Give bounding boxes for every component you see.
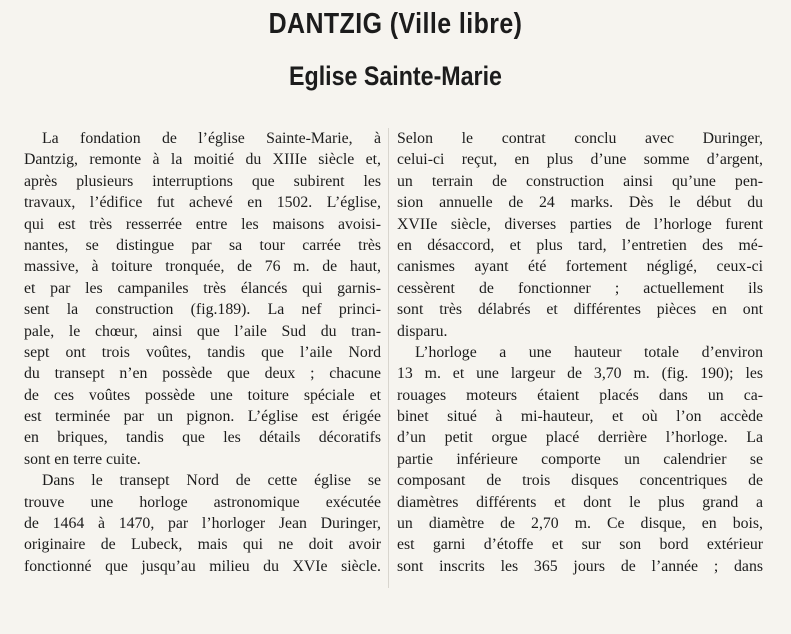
text-line: en désaccord, et plus tard, l’entretien des mé- xyxy=(397,236,763,254)
text-line: composant de trois disques concentriques de xyxy=(397,472,763,490)
text-line: est garni d’étoffe et sur son bord extérieur xyxy=(397,536,763,554)
text-line: après plusieurs interruptions que subirent les xyxy=(24,172,381,190)
text-line: pale, le chœur, ainsi que l’aile Sud du tran- xyxy=(24,322,381,340)
text-line: binet situé à mi-hauteur, et où l’on accède xyxy=(397,408,763,426)
text-line: sept ont trois voûtes, tandis que l’aile Nord xyxy=(24,343,381,361)
text-line: rouages moteurs étaient placés dans un ca- xyxy=(397,386,763,404)
text-line: sont en terre cuite. xyxy=(24,450,141,468)
text-line: qui est très resserrée entre les maisons avoisi- xyxy=(24,215,381,233)
text-line: est terminée par un pignon. L’église est érigée xyxy=(24,408,381,426)
page-title: DANTZIG (Ville libre) xyxy=(268,8,523,40)
text-line: partie inférieure comporte un calendrier se xyxy=(397,450,763,468)
text-line: un diamètre de 2,70 m. Ce disque, en bois, xyxy=(397,515,763,533)
text-line: sont inscrits les 365 jours de l’année ; dans xyxy=(397,557,763,575)
text-line: massive, à toiture tronquée, de 76 m. de haut, xyxy=(24,258,381,276)
text-line: fonctionné que jusqu’au milieu du XVIe siècle. xyxy=(24,557,381,575)
page-subtitle: Eglise Sainte-Marie xyxy=(289,61,502,91)
text-line: L’horloge a une hauteur totale d’environ xyxy=(415,343,763,361)
text-line: de ces voûtes possède une toiture spéciale et xyxy=(24,386,381,404)
text-line: cessèrent de fonctionner ; actuellement ils xyxy=(397,279,763,297)
text-line: nantes, se distingue par sa tour carrée très xyxy=(24,236,381,254)
text-line: sent la construction (fig.189). La nef princi- xyxy=(24,301,381,319)
text-line: canismes ayant été fortement négligé, ceux-ci xyxy=(397,258,763,276)
right-text-column xyxy=(397,128,763,577)
text-line: travaux, l’édifice fut achevé en 1502. L’église, xyxy=(24,194,381,212)
text-line: un terrain de construction ainsi qu’une pen- xyxy=(397,172,763,190)
text-line: du transept n’en possède que deux ; chacune xyxy=(24,365,381,383)
text-line: disparu. xyxy=(397,322,448,340)
text-line: XVIIe siècle, diverses parties de l’horloge furent xyxy=(397,215,763,233)
text-line: originaire de Lubeck, mais qui ne doit avoir xyxy=(24,536,381,554)
text-line: en briques, tandis que les détails décoratifs xyxy=(24,429,381,447)
text-line: et par les campaniles très élancés qui garnis- xyxy=(24,279,381,297)
text-line: celui-ci reçut, en plus d’une somme d’argent, xyxy=(397,151,763,169)
text-line: Dantzig, remonte à la moitié du XIIIe siècle et, xyxy=(24,151,381,169)
text-line: La fondation de l’église Sainte-Marie, à xyxy=(42,130,381,147)
text-line: sion annuelle de 24 marks. Dès le début du xyxy=(397,194,763,212)
text-line: Selon le contrat conclu avec Duringer, xyxy=(397,130,763,147)
text-line: Dans le transept Nord de cette église se xyxy=(42,472,381,490)
text-line: 13 m. et une largeur de 3,70 m. (fig. 190); les xyxy=(397,365,763,383)
text-line: trouve une horloge astronomique exécutée xyxy=(24,493,381,511)
text-line: de 1464 à 1470, par l’horloger Jean Duringer, xyxy=(24,515,381,533)
left-text-column xyxy=(24,128,381,577)
column-divider xyxy=(388,128,389,588)
text-line: sont très délabrés et différentes pièces en ont xyxy=(397,301,763,319)
text-line: diamètres différents et dont le plus grand a xyxy=(397,493,763,511)
text-line: d’un petit orgue placé derrière l’horloge. La xyxy=(397,429,763,447)
